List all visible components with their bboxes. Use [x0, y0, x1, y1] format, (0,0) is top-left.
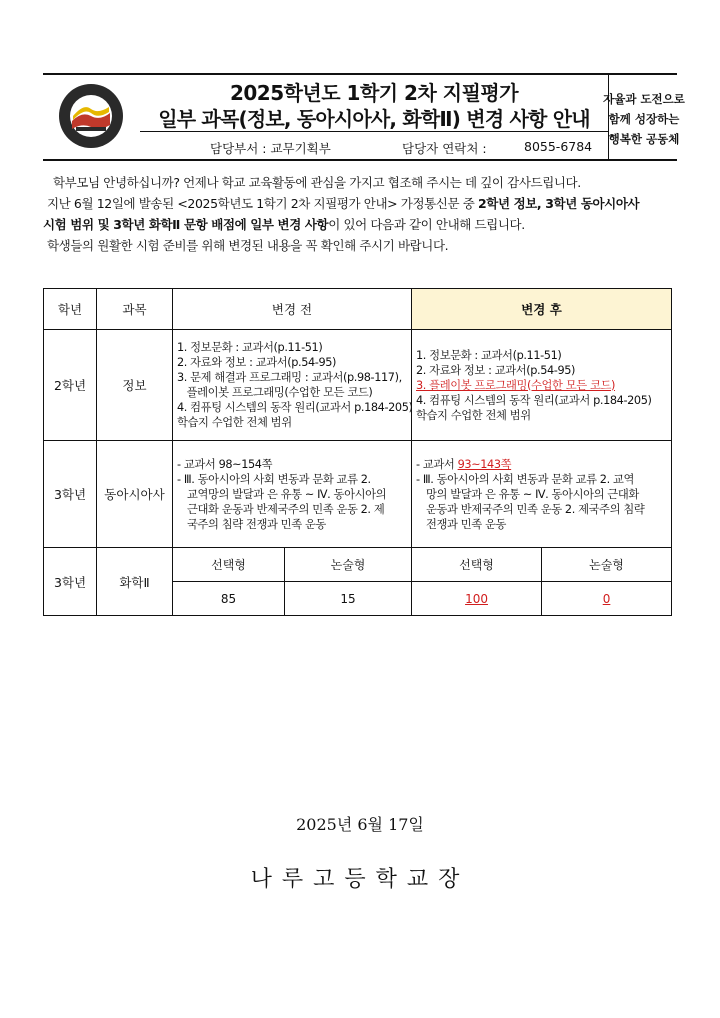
cell-grade: 3학년 [44, 441, 97, 548]
header-subject: 과목 [97, 289, 173, 330]
school-slogan [603, 75, 685, 159]
before-choice-score: 85 [173, 582, 285, 616]
title-line-1: 2025학년도 1학기 2차 지필평가 [229, 81, 519, 105]
contact-number: 8055-6784 [524, 139, 593, 154]
school-emblem-icon [58, 83, 124, 149]
before-essay-header: 논술형 [285, 548, 412, 582]
slogan-line-1: 자율과 도전으로 [603, 92, 685, 106]
cell-before-info: 1. 정보문화 : 교과서(p.11-51) 2. 자료와 정보 : 교과서(p.54-95) 3. 문제 해결과 프로그래밍 : 교과서(p.98-117), 플레이봇 프로그래밍(수업한 모든 코드) 4. 컴퓨팅 시스템의 동작 원리(교과서 p.184-205) 학습지 수업한 전체 범위 [173, 330, 412, 441]
table-row-info [44, 330, 672, 441]
changed-pages: 93~143쪽 [457, 457, 512, 471]
principal-signature: 나루고등학교장 [250, 867, 470, 892]
after-choice-score: 100 [412, 582, 542, 616]
contact-row [140, 131, 608, 160]
after-essay-header: 논술형 [542, 548, 672, 582]
contact-label: 담당자 연락처 : [402, 141, 487, 156]
intro-line-3: 시험 범위 및 3학년 화학Ⅱ 문항 배점에 일부 변경 사항이 있어 다음과 같이 안내해 드립니다. [43, 217, 525, 232]
intro-line-4: 학생들의 원활한 시험 준비를 위해 변경된 내용을 꼭 확인해 주시기 바랍니다. [47, 238, 449, 253]
title-cell [140, 75, 609, 159]
slogan-line-2: 함께 성장하는 [608, 112, 680, 126]
intro-paragraph [43, 172, 683, 256]
before-choice-header: 선택형 [173, 548, 285, 582]
title-line-2: 일부 과목(정보, 동아시아사, 화학Ⅱ) 변경 사항 안내 [158, 107, 590, 131]
after-essay-score: 0 [542, 582, 672, 616]
cell-subject: 화학Ⅱ [97, 548, 173, 616]
logo-cell [43, 75, 140, 159]
before-essay-score: 15 [285, 582, 412, 616]
slogan-line-3: 행복한 공동체 [608, 132, 680, 146]
intro-line-1: 학부모님 안녕하십니까? 언제나 학교 교육활동에 관심을 가지고 협조해 주시는 데 깊이 감사드립니다. [53, 175, 581, 190]
department: 담당부서 : 교무기획부 [210, 141, 331, 156]
cell-after-info: 1. 정보문화 : 교과서(p.11-51) 2. 자료와 정보 : 교과서(p.54-95) 3. 플레이봇 프로그래밍(수업한 모든 코드) 4. 컴퓨팅 시스템의 동작 원리(교과서 p.184-205) 학습지 수업한 전체 범위 [412, 330, 672, 441]
header-grade: 학년 [44, 289, 97, 330]
header-after: 변경 후 [412, 289, 672, 330]
issue-date: 2025년 6월 17일 [296, 815, 424, 834]
table-row-history [44, 441, 672, 548]
table-row-chem-subheader [44, 548, 672, 582]
cell-subject: 정보 [97, 330, 173, 441]
cell-after-history: - 교과서 93~143쪽 - Ⅲ. 동아시아의 사회 변동과 문화 교류 2. 교역 망의 발달과 은 유통 ~ Ⅳ. 동아시아의 근대화 운동과 반제국주의 민족 운동 2. 제국주의 침략 전쟁과 민족 운동 [412, 441, 672, 548]
cell-subject: 동아시아사 [97, 441, 173, 548]
intro-line-2: 지난 6월 12일에 발송된 <2025학년도 1학기 2차 지필평가 안내> 가정통신문 중 2학년 정보, 3학년 동아시아사 [47, 196, 640, 211]
table-header-row [44, 289, 672, 330]
cell-grade: 2학년 [44, 330, 97, 441]
after-choice-header: 선택형 [412, 548, 542, 582]
school-logo [58, 83, 124, 149]
cell-grade: 3학년 [44, 548, 97, 616]
header-before: 변경 전 [173, 289, 412, 330]
document-header [43, 73, 685, 161]
cell-before-history: - 교과서 98~154쪽 - Ⅲ. 동아시아의 사회 변동과 문화 교류 2. 교역망의 발달과 은 유통 ~ Ⅳ. 동아시아의 근대화 운동과 반제국주의 민족 운동 2. 제 국주의 침략 전쟁과 민족 운동 [173, 441, 412, 548]
change-table [43, 288, 672, 616]
